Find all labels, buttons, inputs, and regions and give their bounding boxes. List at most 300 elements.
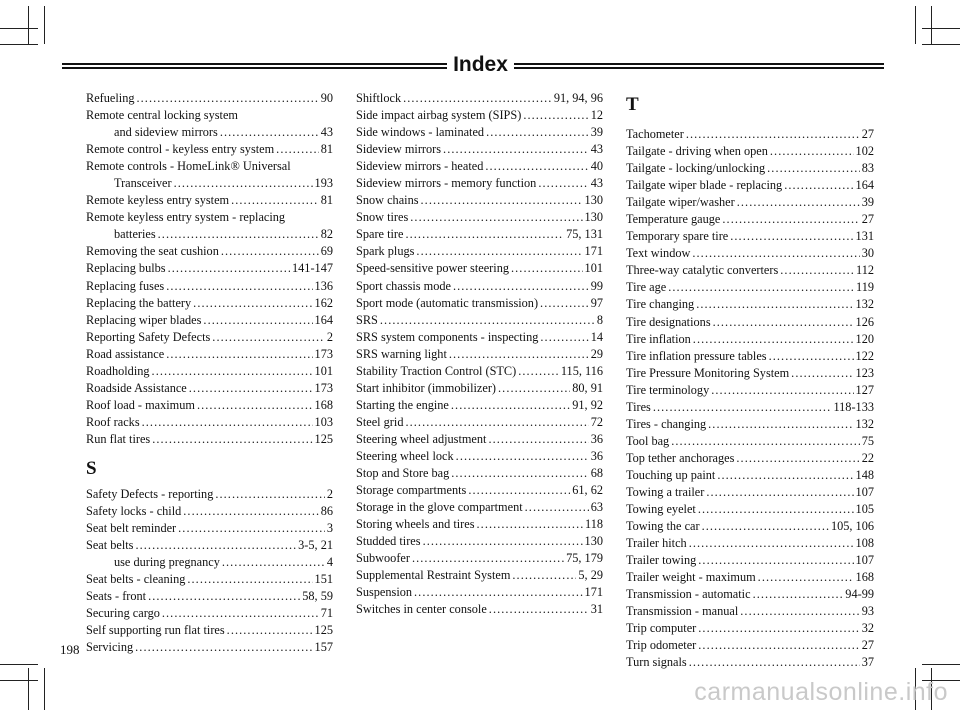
index-page-ref: 91, 92 <box>572 397 603 412</box>
index-entry <box>356 567 603 584</box>
dot-leader <box>453 278 589 295</box>
dot-leader <box>410 209 582 226</box>
index-entry <box>356 243 603 260</box>
dot-leader <box>189 380 313 397</box>
index-term: Tire inflation <box>626 331 691 346</box>
index-page-ref: 82 <box>320 227 333 242</box>
index-term: Tire age <box>626 280 667 295</box>
index-entry <box>626 245 874 262</box>
index-entry <box>626 365 874 382</box>
dot-leader <box>168 260 290 277</box>
index-column-1 <box>86 90 333 656</box>
index-page-ref: 101 <box>584 261 603 276</box>
index-page-ref: 58, 59 <box>302 589 333 604</box>
index-page-ref: 3 <box>326 521 333 536</box>
dot-leader <box>702 518 829 535</box>
index-page-ref: 123 <box>855 365 874 380</box>
dot-leader <box>423 533 583 550</box>
dot-leader <box>197 397 313 414</box>
index-entry <box>356 363 603 380</box>
index-term: Supplemental Restraint System <box>356 568 511 583</box>
index-term: Steering wheel lock <box>356 448 454 463</box>
index-entry <box>356 158 603 175</box>
index-page-ref: 125 <box>314 431 333 446</box>
index-term: Storing wheels and tires <box>356 517 475 532</box>
index-page-ref: 173 <box>314 346 333 361</box>
index-entry <box>626 382 874 399</box>
index-entry <box>356 516 603 533</box>
index-term: Text window <box>626 246 691 261</box>
index-page-ref: 31 <box>590 602 603 617</box>
dot-leader <box>222 554 325 571</box>
index-page-ref: 132 <box>855 416 874 431</box>
index-term: Steel grid <box>356 414 404 429</box>
index-term: Self supporting run flat tires <box>86 623 225 638</box>
dot-leader <box>221 243 319 260</box>
index-entry <box>626 569 874 586</box>
index-page-ref: 81 <box>320 193 333 208</box>
dot-leader <box>166 278 312 295</box>
dot-leader <box>689 654 860 671</box>
index-term: Sport chassis mode <box>356 278 451 293</box>
index-entry <box>86 312 333 329</box>
index-entry <box>356 124 603 141</box>
dot-leader <box>166 346 312 363</box>
index-page-ref: 69 <box>320 244 333 259</box>
index-entry <box>626 279 874 296</box>
dot-leader <box>456 448 589 465</box>
index-entry <box>626 194 874 211</box>
index-entry <box>86 537 333 554</box>
index-entry <box>86 588 333 605</box>
index-term: Storage compartments <box>356 483 467 498</box>
index-page-ref: 131 <box>855 229 874 244</box>
dot-leader <box>174 175 313 192</box>
index-term: Three-way catalytic converters <box>626 263 779 278</box>
index-page-ref: 162 <box>314 295 333 310</box>
index-entry <box>626 160 874 177</box>
index-term: Speed-sensitive power steering <box>356 261 509 276</box>
index-page-ref: 94-99 <box>845 587 874 602</box>
index-page-ref: 164 <box>855 178 874 193</box>
index-entry <box>626 484 874 501</box>
index-term: Switches in center console <box>356 602 487 617</box>
index-page-ref: 4 <box>326 555 333 570</box>
index-entry <box>86 192 333 209</box>
index-term: Remote keyless entry system <box>86 193 230 208</box>
index-term: Transmission - manual <box>626 604 739 619</box>
dot-leader <box>403 90 552 107</box>
index-entry <box>86 346 333 363</box>
index-entry <box>626 416 874 433</box>
index-column-3 <box>626 90 874 672</box>
crop-mark <box>0 44 38 45</box>
index-page-ref: 27 <box>861 638 874 653</box>
index-term: Tire changing <box>626 297 695 312</box>
index-term: Seat belts <box>86 538 134 553</box>
index-page-ref: 107 <box>855 553 874 568</box>
index-term: Trip odometer <box>626 638 697 653</box>
dot-leader <box>780 262 854 279</box>
dot-leader <box>696 296 853 313</box>
index-term: Roadside Assistance <box>86 380 187 395</box>
dot-leader <box>152 431 312 448</box>
index-term: and sideview mirrors <box>114 125 218 140</box>
dot-leader <box>443 141 589 158</box>
index-term: Refueling <box>86 91 135 105</box>
index-term: Snow chains <box>356 193 419 208</box>
dot-leader <box>698 552 853 569</box>
index-page-ref: 132 <box>855 297 874 312</box>
dot-leader <box>713 314 854 331</box>
index-page-ref: 27 <box>861 127 874 141</box>
crop-mark <box>44 668 45 710</box>
index-term: Replacing wiper blades <box>86 312 202 327</box>
crop-mark <box>0 28 38 29</box>
index-page-ref: 36 <box>590 448 603 463</box>
dot-leader <box>421 192 583 209</box>
index-term: Servicing <box>86 640 134 655</box>
index-entry <box>626 126 874 143</box>
index-entry <box>626 654 874 671</box>
watermark: carmanualsonline.info <box>694 678 948 706</box>
dot-leader <box>518 363 559 380</box>
dot-leader <box>736 450 859 467</box>
index-term: Tachometer <box>626 127 684 141</box>
dot-leader <box>227 622 313 639</box>
index-term: Trip computer <box>626 621 697 636</box>
index-entry <box>626 433 874 450</box>
index-entry <box>626 603 874 620</box>
dot-leader <box>489 601 589 618</box>
index-term: Removing the seat cushion <box>86 244 219 259</box>
dot-leader <box>769 348 854 365</box>
index-entry <box>356 278 603 295</box>
index-page-ref: 130 <box>584 210 603 225</box>
index-entry <box>626 586 874 603</box>
index-term: Spare tire <box>356 227 404 242</box>
index-entry <box>626 348 874 365</box>
index-page-ref: 75, 131 <box>566 227 603 242</box>
index-page-ref: 125 <box>314 623 333 638</box>
dot-leader <box>148 588 300 605</box>
page-title: Index <box>453 53 508 76</box>
index-entry <box>356 550 603 567</box>
index-page-ref: 39 <box>590 125 603 140</box>
dot-leader <box>668 279 854 296</box>
dot-leader <box>730 228 853 245</box>
dot-leader <box>215 486 324 503</box>
index-page-ref: 43 <box>590 142 603 157</box>
dot-leader <box>512 567 576 584</box>
index-entry <box>86 363 333 380</box>
dot-leader <box>142 414 313 431</box>
index-term: Remote control - keyless entry system <box>86 142 275 157</box>
dot-leader <box>468 482 570 499</box>
index-term: Top tether anchorages <box>626 450 735 465</box>
section-letter-heading: T <box>626 94 639 115</box>
index-page-ref: 36 <box>590 431 603 446</box>
index-term: Transceiver <box>114 176 172 191</box>
index-term: Seat belt reminder <box>86 521 177 536</box>
index-page-ref: 8 <box>596 312 603 327</box>
index-term: Tires - changing <box>626 416 707 431</box>
dot-leader <box>737 194 860 211</box>
dot-leader <box>137 90 319 107</box>
header-rule-right <box>514 63 884 69</box>
index-term: Sideview mirrors - heated <box>356 159 484 174</box>
dot-leader <box>449 346 589 363</box>
index-term: Securing cargo <box>86 606 160 621</box>
index-term: Towing a trailer <box>626 484 705 499</box>
index-page-ref: 2 <box>326 329 333 344</box>
index-page-ref: 103 <box>314 414 333 429</box>
dot-leader <box>178 520 325 537</box>
index-entry <box>356 192 603 209</box>
index-entry <box>626 228 874 245</box>
index-entry <box>626 296 874 313</box>
index-entry <box>626 637 874 654</box>
index-term: Stop and Store bag <box>356 466 450 481</box>
header-rule-left <box>62 63 447 69</box>
index-entry <box>356 329 603 346</box>
index-term: Tailgate - locking/unlocking <box>626 161 766 176</box>
index-term: Tires <box>626 399 651 414</box>
crop-mark <box>922 44 960 45</box>
index-term: Tailgate wiper blade - replacing <box>626 178 783 193</box>
index-entry <box>356 295 603 312</box>
index-entry <box>356 226 603 243</box>
dot-leader <box>135 537 296 554</box>
index-term: Tire Pressure Monitoring System <box>626 365 790 380</box>
index-term: Stability Traction Control (STC) <box>356 363 517 378</box>
index-entry-heading: Remote controls - HomeLink® Universal <box>86 159 291 174</box>
index-entry <box>626 450 874 467</box>
index-entry <box>626 552 874 569</box>
dot-leader <box>753 586 844 603</box>
index-page-ref: 126 <box>855 314 874 329</box>
index-term: Road assistance <box>86 346 165 361</box>
index-term: Touching up paint <box>626 467 716 482</box>
index-entry <box>356 584 603 601</box>
index-entry <box>86 486 333 503</box>
index-entry <box>626 211 874 228</box>
dot-leader <box>770 143 854 160</box>
page-header <box>62 53 884 82</box>
crop-mark <box>915 6 916 44</box>
index-entry <box>356 107 603 124</box>
dot-leader <box>451 397 570 414</box>
index-page-ref: 136 <box>314 278 333 293</box>
index-page-ref: 30 <box>861 246 874 261</box>
index-page-ref: 97 <box>590 295 603 310</box>
index-term: Subwoofer <box>356 551 410 566</box>
index-entry <box>86 639 333 656</box>
index-entry <box>86 622 333 639</box>
index-entry <box>86 503 333 520</box>
index-term: Sideview mirrors <box>356 142 442 157</box>
crop-mark <box>922 28 960 29</box>
index-entry <box>356 533 603 550</box>
index-entry-heading: Remote keyless entry system - replacing <box>86 210 286 225</box>
index-entry <box>86 226 333 243</box>
dot-leader <box>653 399 832 416</box>
index-term: SRS warning light <box>356 346 447 361</box>
index-term: Starting the engine <box>356 397 449 412</box>
index-entry <box>86 124 333 141</box>
index-entry <box>626 535 874 552</box>
section-letter-heading: S <box>86 457 97 479</box>
index-page-ref: 71 <box>320 606 333 621</box>
index-term: Replacing fuses <box>86 278 165 293</box>
index-page-ref: 68 <box>590 466 603 481</box>
index-entry <box>86 380 333 397</box>
index-entry <box>86 520 333 537</box>
index-page-ref: 102 <box>855 144 874 159</box>
index-entry <box>86 431 333 448</box>
dot-leader <box>791 365 853 382</box>
dot-leader <box>740 603 859 620</box>
index-entry <box>86 278 333 295</box>
index-entry <box>356 90 603 107</box>
dot-leader <box>671 433 860 450</box>
index-page-ref: 90 <box>320 91 333 105</box>
index-term: Suspension <box>356 585 413 600</box>
dot-leader <box>540 295 589 312</box>
index-page-ref: 130 <box>584 534 603 549</box>
dot-leader <box>486 124 589 141</box>
index-page-ref: 37 <box>861 655 874 670</box>
index-term: Towing the car <box>626 519 700 534</box>
index-page-ref: 120 <box>855 331 874 346</box>
index-entry <box>356 601 603 618</box>
index-term: use during pregnancy <box>114 555 220 570</box>
index-entry <box>626 314 874 331</box>
index-entry <box>356 312 603 329</box>
index-entry <box>86 571 333 588</box>
index-page-ref: 130 <box>584 193 603 208</box>
index-page-ref: 72 <box>590 414 603 429</box>
dot-leader <box>498 380 570 397</box>
crop-mark <box>0 664 38 665</box>
index-page-ref: 168 <box>855 570 874 585</box>
dot-leader <box>276 141 319 158</box>
index-entry <box>86 329 333 346</box>
index-entry-heading: Remote central locking system <box>86 108 238 123</box>
index-page-ref: 148 <box>855 467 874 482</box>
index-page-ref: 168 <box>314 397 333 412</box>
index-entry <box>356 465 603 482</box>
index-term: Roadholding <box>86 363 150 378</box>
index-entry <box>86 90 333 107</box>
dot-leader <box>193 295 312 312</box>
index-page-ref: 107 <box>855 484 874 499</box>
index-page-ref: 63 <box>590 500 603 515</box>
dot-leader <box>158 226 319 243</box>
index-page-ref: 14 <box>590 329 603 344</box>
dot-leader <box>767 160 860 177</box>
index-term: Replacing bulbs <box>86 261 166 276</box>
dot-leader <box>152 363 313 380</box>
index-page-ref: 86 <box>320 504 333 519</box>
dot-leader <box>722 211 859 228</box>
index-page-ref: 43 <box>320 125 333 140</box>
index-entry <box>356 175 603 192</box>
dot-leader <box>485 158 588 175</box>
index-page-ref: 39 <box>861 195 874 210</box>
dot-leader <box>523 107 588 124</box>
index-page-ref: 5, 29 <box>578 568 603 583</box>
index-entry <box>356 431 603 448</box>
index-page-ref: 118 <box>585 517 603 532</box>
index-page-ref: 171 <box>584 244 603 259</box>
index-entry <box>86 554 333 571</box>
dot-leader <box>717 467 853 484</box>
page-number: 198 <box>60 642 80 657</box>
index-term: Temporary spare tire <box>626 229 729 244</box>
index-entry <box>626 331 874 348</box>
index-term: Tire inflation pressure tables <box>626 348 767 363</box>
dot-leader <box>203 312 312 329</box>
index-entry <box>626 518 874 535</box>
dot-leader <box>380 312 595 329</box>
dot-leader <box>708 416 853 433</box>
index-term: Spark plugs <box>356 244 415 259</box>
index-entry <box>626 467 874 484</box>
dot-leader <box>758 569 854 586</box>
index-entry <box>86 260 333 277</box>
index-term: Sideview mirrors - memory function <box>356 176 537 191</box>
index-term: Trailer weight - maximum <box>626 570 756 585</box>
index-term: Run flat tires <box>86 431 151 446</box>
crop-mark <box>28 6 29 44</box>
index-term: Storage in the glove compartment <box>356 500 523 515</box>
index-page-ref: 32 <box>861 621 874 636</box>
index-entry <box>86 605 333 622</box>
index-entry <box>356 346 603 363</box>
index-entry <box>356 260 603 277</box>
index-entry <box>356 380 603 397</box>
dot-leader <box>414 584 583 601</box>
index-term: Seats - front <box>86 589 147 604</box>
index-entry <box>356 397 603 414</box>
crop-mark <box>44 6 45 44</box>
index-page-ref: 127 <box>855 382 874 397</box>
index-page-ref: 105 <box>855 502 874 517</box>
index-page-ref: 40 <box>590 159 603 174</box>
index-term: Transmission - automatic <box>626 587 751 602</box>
index-term: Trailer hitch <box>626 536 687 551</box>
dot-leader <box>698 501 854 518</box>
index-entry <box>626 143 874 160</box>
index-entry <box>626 620 874 637</box>
index-page-ref: 171 <box>584 585 603 600</box>
index-term: SRS <box>356 312 378 327</box>
index-term: Studded tires <box>356 534 421 549</box>
dot-leader <box>689 535 854 552</box>
index-page-ref: 22 <box>861 450 874 465</box>
index-term: Replacing the battery <box>86 295 192 310</box>
dot-leader <box>698 620 859 637</box>
index-term: batteries <box>114 227 156 242</box>
crop-mark <box>0 680 38 681</box>
dot-leader <box>231 192 319 209</box>
index-entry <box>86 397 333 414</box>
index-page-ref: 29 <box>590 346 603 361</box>
index-term: Snow tires <box>356 210 409 225</box>
dot-leader <box>525 499 589 516</box>
dot-leader <box>212 329 325 346</box>
